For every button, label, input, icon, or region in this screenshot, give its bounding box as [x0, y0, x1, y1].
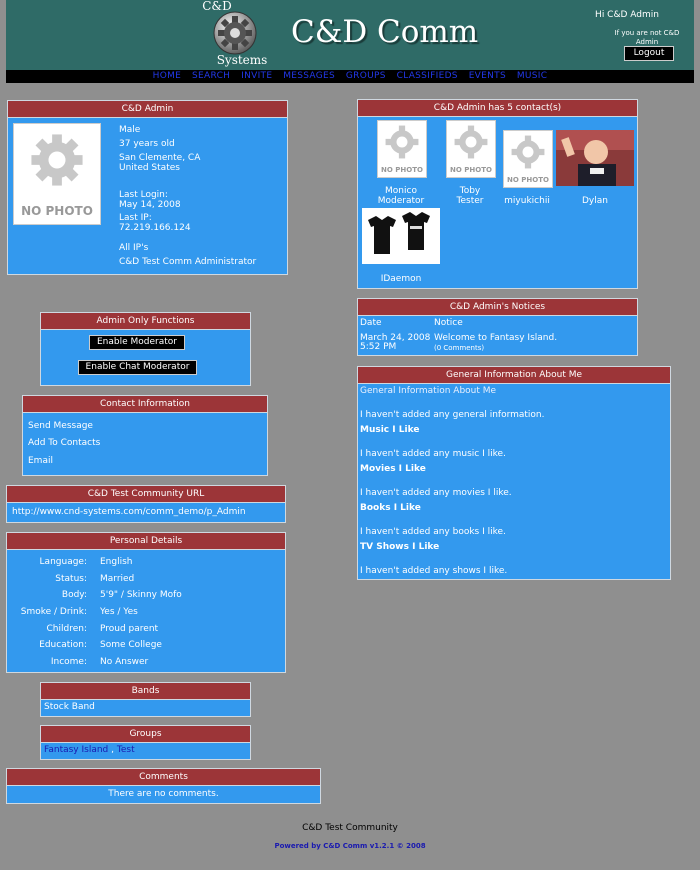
main-nav [6, 70, 694, 83]
body-label: Body: [61, 590, 87, 600]
contact-info-box [22, 395, 268, 476]
nav-invite[interactable]: INVITE [241, 71, 273, 81]
community-url-title: C&D Test Community URL [7, 486, 285, 503]
enable-chat-moderator-button[interactable]: Enable Chat Moderator [78, 360, 197, 375]
send-message-link[interactable]: Send Message [28, 421, 93, 431]
profile-country: United States [119, 163, 180, 173]
gear-placeholder-icon [29, 132, 85, 188]
groups-list [44, 745, 135, 756]
logo-bottom-text: Systems [216, 53, 268, 67]
no-photo-caption: NO PHOTO [21, 204, 93, 218]
general-text: I haven't added any general information. [360, 410, 545, 420]
general-info-box [357, 366, 671, 580]
status-value: Married [100, 574, 135, 584]
admin-functions-box [40, 312, 251, 386]
education-value: Some College [100, 640, 162, 650]
nav-messages[interactable]: MESSAGES [283, 71, 336, 81]
contact-name-monico[interactable]: Monico Moderator [377, 186, 425, 206]
music-text: I haven't added any music I like. [360, 449, 506, 459]
last-login-label: Last Login: [119, 190, 168, 200]
greeting: Hi C&D Admin [595, 10, 659, 20]
contact-name-dylan[interactable]: Dylan [582, 196, 608, 206]
profile-box [7, 100, 288, 275]
add-to-contacts-link[interactable]: Add To Contacts [28, 438, 101, 448]
contact-photo-idaemon[interactable] [362, 208, 440, 264]
contact-name-miyukichii[interactable]: miyukichii [504, 196, 550, 206]
general-info-title: General Information About Me [358, 367, 670, 384]
notice-date: March 24, 2008 [360, 333, 431, 343]
nav-events[interactable]: EVENTS [468, 71, 506, 81]
community-url-link[interactable]: http://www.cnd-systems.com/comm_demo/p_Admin [12, 507, 246, 517]
child-photo-icon [556, 130, 634, 186]
tv-text: I haven't added any shows I like. [360, 566, 508, 576]
contact-photo-dylan[interactable] [556, 130, 634, 186]
contact-name-idaemon[interactable]: IDaemon [380, 274, 422, 284]
email-link[interactable]: Email [28, 456, 53, 466]
comments-empty: There are no comments. [108, 789, 219, 799]
last-ip-value: 72.219.166.124 [119, 223, 191, 233]
nav-home[interactable]: HOME [152, 71, 182, 81]
gear-placeholder-icon [453, 124, 489, 160]
body-value: 5'9" / Skinny Mofo [100, 590, 182, 600]
no-photo-caption: NO PHOTO [507, 176, 549, 184]
nav-search[interactable]: SEARCH [192, 71, 231, 81]
music-heading: Music I Like [360, 425, 420, 435]
personal-details-box [6, 532, 286, 673]
contact-name-toby[interactable]: Toby Tester [456, 186, 484, 206]
notice-time: 5:52 PM [360, 342, 397, 352]
groups-box [40, 725, 251, 760]
income-label: Income: [50, 657, 87, 667]
nav-groups[interactable]: GROUPS [345, 71, 386, 81]
gear-placeholder-icon [384, 124, 420, 160]
logout-button[interactable]: Logout [624, 46, 674, 61]
community-url-box [6, 485, 286, 523]
bands-box [40, 682, 251, 717]
tv-heading: TV Shows I Like [360, 542, 440, 552]
general-heading: General Information About Me [360, 386, 497, 396]
admin-functions-title: Admin Only Functions [41, 313, 250, 330]
no-photo-caption: NO PHOTO [450, 166, 492, 174]
language-value: English [100, 557, 133, 567]
groups-title: Groups [41, 726, 250, 743]
gear-icon [212, 10, 258, 56]
notices-title: C&D Admin's Notices [358, 299, 637, 316]
contacts-box [357, 99, 638, 289]
profile-city: San Clemente, CA [119, 153, 201, 163]
status-label: Status: [55, 574, 87, 584]
movies-heading: Movies I Like [360, 464, 426, 474]
last-ip-label: Last IP: [119, 213, 152, 223]
nav-classifieds[interactable]: CLASSIFIEDS [396, 71, 458, 81]
income-value: No Answer [100, 657, 149, 667]
footer-powered-by[interactable]: Powered by C&D Comm v1.2.1 © 2008 [274, 842, 426, 850]
comments-box [6, 768, 321, 804]
site-header [6, 0, 694, 70]
nav-music[interactable]: MUSIC [516, 71, 548, 81]
last-login-value: May 14, 2008 [119, 200, 181, 210]
profile-title: C&D Admin [8, 101, 287, 118]
notices-notice-header: Notice [434, 318, 463, 328]
children-value: Proud parent [100, 624, 159, 634]
contact-photo-monico[interactable] [377, 120, 427, 178]
notice-comments[interactable]: (0 Comments) [434, 344, 485, 352]
logo-top-text: C&D [202, 0, 232, 13]
language-label: Language: [39, 557, 87, 567]
no-photo-caption: NO PHOTO [381, 166, 423, 174]
books-heading: Books I Like [360, 503, 421, 513]
group-link-fantasy-island[interactable]: Fantasy Island [44, 745, 109, 755]
profile-gender: Male [119, 125, 141, 135]
contact-info-title: Contact Information [23, 396, 267, 413]
bands-title: Bands [41, 683, 250, 700]
band-link[interactable]: Stock Band [44, 702, 95, 712]
contact-photo-toby[interactable] [446, 120, 496, 178]
smoke-drink-label: Smoke / Drink: [20, 607, 87, 617]
site-logo[interactable] [192, 0, 282, 70]
notice-link[interactable]: Welcome to Fantasy Island. [434, 333, 558, 343]
group-separator: , [111, 745, 115, 755]
group-link-test[interactable]: Test [116, 745, 135, 755]
notices-box [357, 298, 638, 356]
books-text: I haven't added any books I like. [360, 527, 506, 537]
education-label: Education: [39, 640, 87, 650]
comments-title: Comments [7, 769, 320, 786]
footer-community: C&D Test Community [302, 823, 398, 833]
personal-details-title: Personal Details [7, 533, 285, 550]
contacts-title: C&D Admin has 5 contact(s) [358, 100, 637, 117]
tshirts-photo-icon [362, 208, 440, 264]
movies-text: I haven't added any movies I like. [360, 488, 512, 498]
profile-photo [13, 123, 101, 225]
gear-placeholder-icon [510, 134, 546, 170]
site-title: C&D Comm [291, 14, 479, 50]
profile-age: 37 years old [119, 139, 175, 149]
contact-photo-miyukichii[interactable] [503, 130, 553, 188]
not-you-text: If you are not C&D Admin [614, 29, 680, 46]
enable-moderator-button[interactable]: Enable Moderator [89, 335, 185, 350]
smoke-drink-value: Yes / Yes [100, 607, 138, 617]
children-label: Children: [46, 624, 87, 634]
profile-role: C&D Test Comm Administrator [119, 257, 257, 267]
notices-date-header: Date [360, 318, 382, 328]
all-ips-link[interactable]: All IP's [119, 243, 149, 253]
